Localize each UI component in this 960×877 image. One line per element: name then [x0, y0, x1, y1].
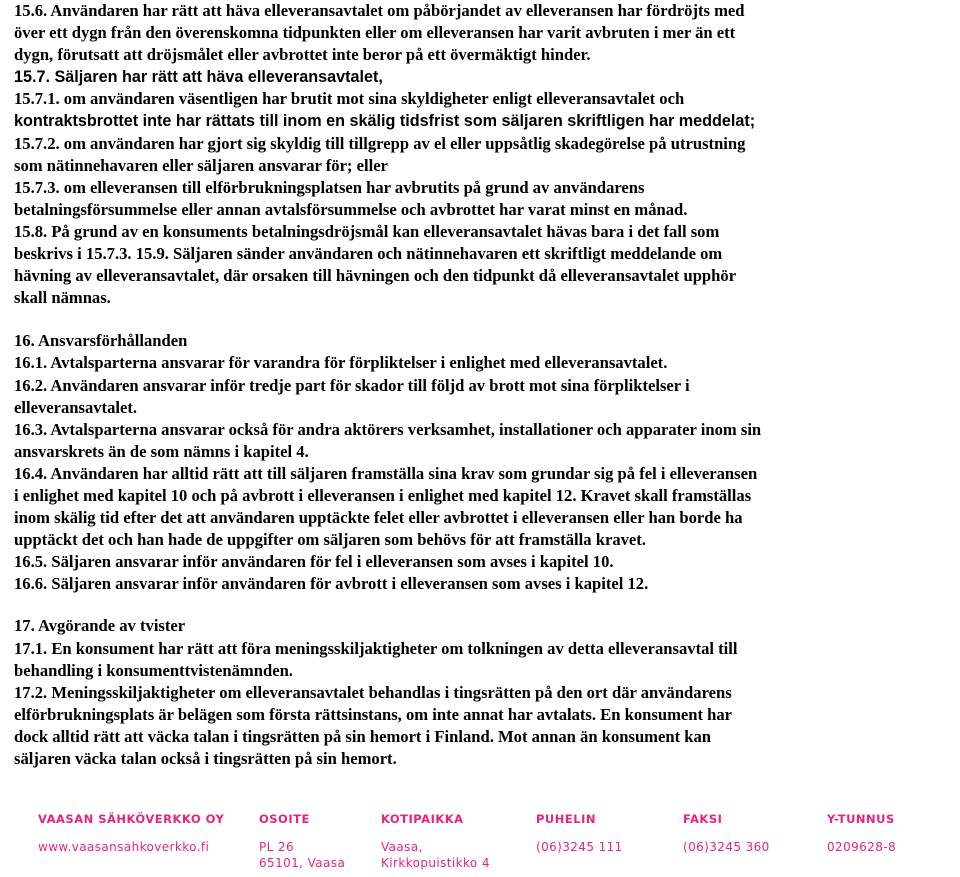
footer-business-id-value: 0209628-8: [827, 840, 897, 854]
text-line: upptäckt det och han hade de uppgifter om säljaren som behövs för att framställa kravet.: [14, 530, 646, 550]
text-line: dygn, förutsatt att dröjsmålet eller avbrottet inte beror på ett övermäktigt hinder.: [14, 45, 591, 65]
document-body: [14, 0, 950, 770]
text-line: 15.7.1. om användaren väsentligen har brutit mot sina skyldigheter enligt elleveransavtalet och: [14, 89, 685, 109]
footer-phone-heading: PUHELIN: [536, 812, 596, 826]
section-heading: 15.7. Säljaren har rätt att häva elleveransavtalet,: [14, 68, 383, 87]
text-line: 15.6. Användaren har rätt att häva elleveransavtalet om påbörjandet av elleveransen har fördröjts med: [14, 1, 745, 20]
text-line: hävning av elleveransavtalet, där orsaken till hävningen och den tidpunkt då elleveransavtalet upphör: [14, 266, 737, 286]
footer-address-heading: OSOITE: [259, 812, 310, 826]
text-line: som nätinnehavaren eller säljaren ansvarar för; eller: [14, 155, 388, 175]
footer-website-link[interactable]: www.vaasansahkoverkko.fi: [38, 840, 210, 854]
footer-address-line: 65101, Vaasa: [259, 856, 346, 870]
text-line: dock alltid rätt att väcka talan i tingsrätten på sin hemort i Finland. Mot annan än konsument kan: [14, 726, 712, 746]
text-line: betalningsförsummelse eller annan avtalsförsummelse och avbrottet har varat minst en månad.: [14, 199, 688, 219]
footer-visit-line: Vaasa,: [381, 840, 423, 854]
text-line: 16.5. Säljaren ansvarar inför användaren för fel i elleveransen som avses i kapitel 10.: [14, 552, 614, 572]
text-line: behandling i konsumenttvistenämnden.: [14, 660, 293, 680]
text-line: över ett dygn från den överenskomna tidpunkten eller om elleveransen har varit avbruten i mer än ett: [14, 23, 736, 43]
text-line: elförbrukningsplats är belägen som första rättsinstans, om inte annat har avtalats. En konsument har: [14, 704, 733, 724]
text-line: 16.6. Säljaren ansvarar inför användaren för avbrott i elleveransen som avses i kapitel 12.: [14, 574, 649, 594]
text-line: 16.1. Avtalsparterna ansvarar för varandra för förpliktelser i enlighet med elleveransavtalet.: [14, 353, 668, 373]
section-heading: 17. Avgörande av tvister: [14, 616, 186, 636]
footer-company-heading: VAASAN SÄHKÖVERKKO OY: [38, 812, 225, 826]
text-line: kontraktsbrottet inte har rättats till inom en skälig tidsfrist som säljaren skriftligen har meddelat;: [14, 112, 756, 131]
footer-address-line: PL 26: [259, 840, 295, 854]
text-line: beskrivs i 15.7.3. 15.9. Säljaren sänder användaren och nätinnehavaren ett skriftligt meddelande om: [14, 244, 723, 264]
text-line: 16.3. Avtalsparterna ansvarar också för andra aktörers verksamhet, installationer och apparater inom sin: [14, 419, 762, 439]
footer-visit-heading: KOTIPAIKKA: [381, 812, 464, 826]
text-line: inom skälig tid efter det att användaren upptäckte felet eller avbrottet i elleveransen eller han borde ha: [14, 508, 743, 528]
text-line: 17.1. En konsument har rätt att föra meningsskiljaktigheter om tolkningen av detta elleveransavtal till: [14, 638, 738, 658]
footer-fax-heading: FAKSI: [683, 812, 723, 826]
text-line: elleveransavtalet.: [14, 397, 138, 417]
text-line: 15.7.2. om användaren har gjort sig skyldig till tillgrepp av el eller uppsåtlig skadegörelse på utrustning: [14, 133, 746, 153]
text-line: ansvarskrets än de som nämns i kapitel 4.: [14, 441, 309, 461]
footer-phone-value: (06)3245 111: [536, 840, 623, 854]
text-line: 16.4. Användaren har alltid rätt att till säljaren framställa sina krav som grundar sig på fel i elleveransen: [14, 463, 758, 483]
footer-business-id-heading: Y-TUNNUS: [827, 812, 895, 826]
footer-visit-line: Kirkkopuistikko 4: [381, 856, 490, 870]
page-footer: [0, 812, 960, 877]
text-line: säljaren väcka talan också i tingsrätten på sin hemort.: [14, 749, 397, 768]
section-heading: 16. Ansvarsförhållanden: [14, 331, 188, 351]
text-line: i enlighet med kapitel 10 och på avbrott i elleveransen i enlighet med kapitel 12. Kravet skall framställas: [14, 485, 752, 505]
text-line: 15.8. På grund av en konsuments betalningsdröjsmål kan elleveransavtalet hävas bara i det fall som: [14, 221, 720, 241]
text-line: skall nämnas.: [14, 288, 111, 308]
footer-fax-value: (06)3245 360: [683, 840, 770, 854]
text-line: 17.2. Meningsskiljaktigheter om elleveransavtalet behandlas i tingsrätten på den ort där användarens: [14, 682, 732, 702]
text-line: 16.2. Användaren ansvarar inför tredje part för skador till följd av brott mot sina förpliktelser i: [14, 375, 690, 395]
text-line: 15.7.3. om elleveransen till elförbrukningsplatsen har avbrutits på grund av användarens: [14, 177, 645, 197]
